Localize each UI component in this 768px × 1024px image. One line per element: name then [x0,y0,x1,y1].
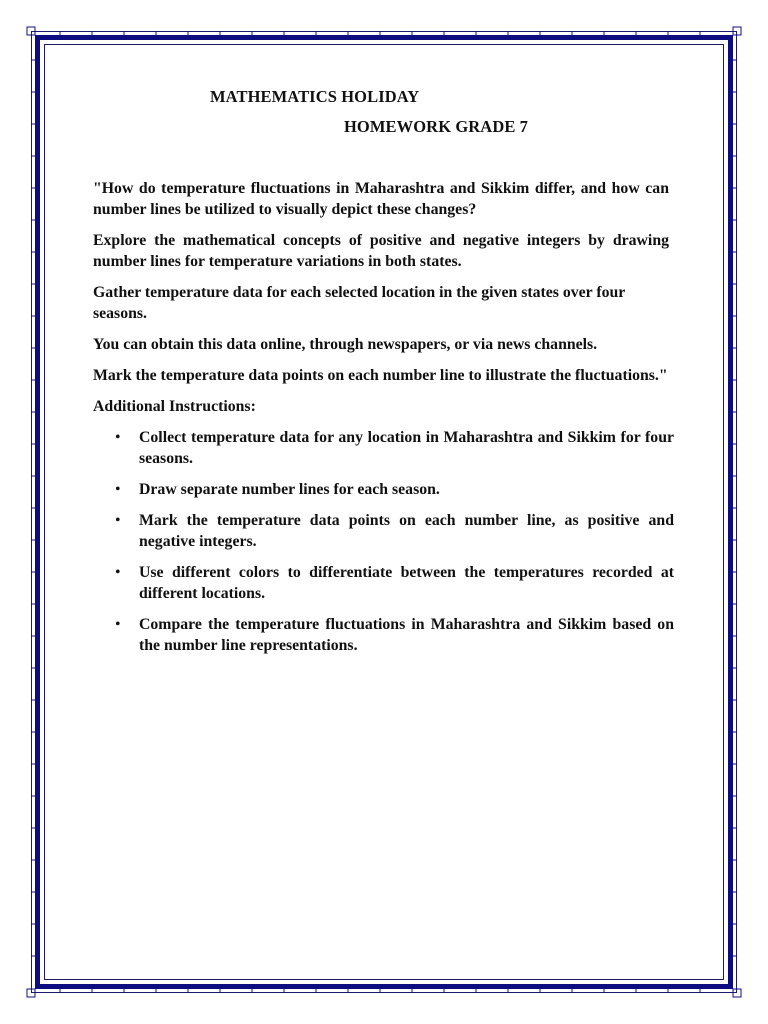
paragraph-mark: Mark the temperature data points on each number line to illustrate the fluctuations." [93,367,668,384]
bullet-icon: • [115,481,121,498]
border-corner-ornament [733,989,741,997]
instructions-heading: Additional Instructions: [93,398,256,415]
bullet-icon: • [115,429,121,446]
bullet-icon: • [115,564,121,581]
paragraph-explore: Explore the mathematical concepts of positive and negative integers by drawing number lines for temperature variations in both states. [93,232,669,270]
border-corner-ornament [27,989,35,997]
paragraph-question: "How do temperature fluctuations in Maharashtra and Sikkim differ, and how can number lines be utilized to visually depict these changes? [93,180,669,218]
paragraph-gather: Gather temperature data for each selected location in the given states over four seasons. [93,284,626,322]
list-item [115,614,674,656]
list-item-text: Use different colors to differentiate between the temperatures recorded at different locations. [139,564,674,602]
bullet-icon: • [115,616,121,633]
list-item-text: Collect temperature data for any location in Maharashtra and Sikkim for four seasons. [139,429,674,467]
bullet-icon: • [115,512,121,529]
instructions-list [93,427,674,656]
title-line-1: MATHEMATICS HOLIDAY [210,87,420,106]
list-item [115,562,674,604]
title-line-2: HOMEWORK GRADE 7 [344,117,529,136]
list-item-text: Draw separate number lines for each season. [139,481,440,498]
list-item [115,479,674,500]
list-item [115,510,674,552]
document-body [93,178,674,666]
list-item-text: Compare the temperature fluctuations in Maharashtra and Sikkim based on the number line representations. [139,616,674,654]
paragraph-sources: You can obtain this data online, through newspapers, or via news channels. [93,336,598,353]
border-corner-ornament [27,27,35,35]
border-corner-ornament [733,27,741,35]
list-item [115,427,674,469]
list-item-text: Mark the temperature data points on each number line, as positive and negative integers. [139,512,674,550]
